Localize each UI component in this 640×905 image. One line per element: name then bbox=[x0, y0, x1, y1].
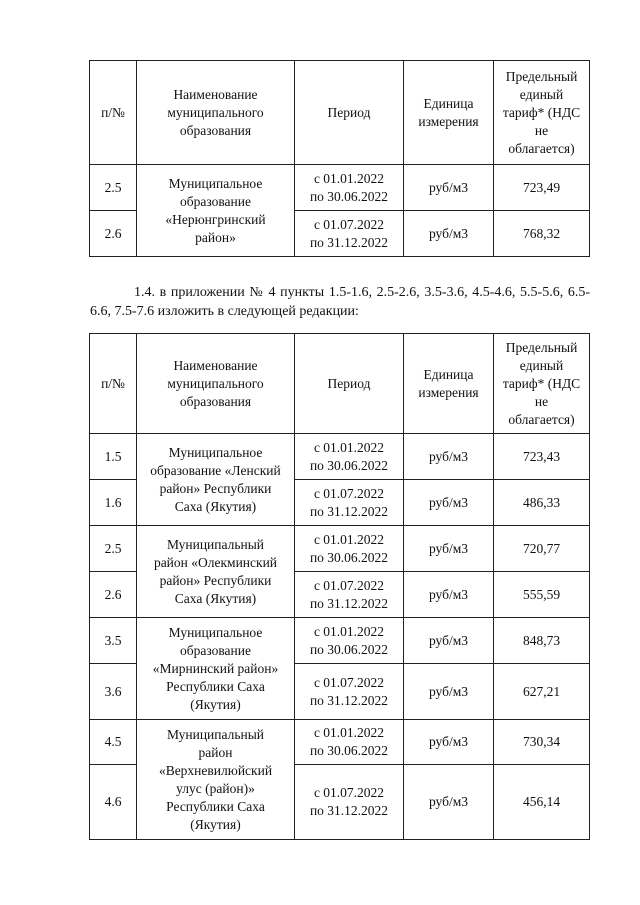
table-row bbox=[90, 720, 590, 765]
municipality-name: Муниципальное образование «Мирнинский район» Республики Саха (Якутия) bbox=[137, 618, 295, 720]
unit-cell: руб/м3 bbox=[404, 434, 494, 480]
row-number: 4.6 bbox=[90, 765, 137, 840]
period-cell: с 01.07.2022 по 31.12.2022 bbox=[295, 765, 404, 840]
header-period: Период bbox=[295, 61, 404, 165]
unit-cell: руб/м3 bbox=[404, 526, 494, 572]
row-number: 1.5 bbox=[90, 434, 137, 480]
municipality-name: Муниципальный район «Верхневилюйский улус (район)» Республики Саха (Якутия) bbox=[137, 720, 295, 840]
tariff-table-1 bbox=[89, 60, 590, 257]
header-number: п/№ bbox=[90, 334, 137, 434]
header-unit: Единица измерения bbox=[404, 61, 494, 165]
municipality-name: Муниципальное образование «Нерюнгринский район» bbox=[137, 165, 295, 257]
municipality-name: Муниципальный район «Олекминский район» Республики Саха (Якутия) bbox=[137, 526, 295, 618]
tariff-value: 486,33 bbox=[494, 480, 590, 526]
table-row bbox=[90, 434, 590, 480]
tariff-value: 723,43 bbox=[494, 434, 590, 480]
period-cell: с 01.01.2022 по 30.06.2022 bbox=[295, 165, 404, 211]
unit-cell: руб/м3 bbox=[404, 765, 494, 840]
period-cell: с 01.07.2022 по 31.12.2022 bbox=[295, 664, 404, 720]
row-number: 2.5 bbox=[90, 165, 137, 211]
period-cell: с 01.01.2022 по 30.06.2022 bbox=[295, 720, 404, 765]
tariff-table-1-body bbox=[90, 61, 590, 257]
table-row bbox=[90, 165, 590, 211]
header-row bbox=[90, 61, 590, 165]
unit-cell: руб/м3 bbox=[404, 165, 494, 211]
tariff-value: 627,21 bbox=[494, 664, 590, 720]
header-number: п/№ bbox=[90, 61, 137, 165]
header-municipality: Наименование муниципального образования bbox=[137, 61, 295, 165]
header-tariff: Предельный единый тариф* (НДС не облагается) bbox=[494, 61, 590, 165]
amendment-paragraph: 1.4. в приложении № 4 пункты 1.5-1.6, 2.5-2.6, 3.5-3.6, 4.5-4.6, 5.5-5.6, 6.5-6.6, 7.5-7.6 изложить в следующей редакции: bbox=[90, 285, 590, 319]
row-number: 2.5 bbox=[90, 526, 137, 572]
header-tariff: Предельный единый тариф* (НДС не облагается) bbox=[494, 334, 590, 434]
table-row bbox=[90, 618, 590, 664]
period-cell: с 01.01.2022 по 30.06.2022 bbox=[295, 434, 404, 480]
header-period: Период bbox=[295, 334, 404, 434]
tariff-value: 555,59 bbox=[494, 572, 590, 618]
unit-cell: руб/м3 bbox=[404, 572, 494, 618]
header-municipality: Наименование муниципального образования bbox=[137, 334, 295, 434]
municipality-name: Муниципальное образование «Ленский район» Республики Саха (Якутия) bbox=[137, 434, 295, 526]
period-cell: с 01.01.2022 по 30.06.2022 bbox=[295, 618, 404, 664]
tariff-value: 456,14 bbox=[494, 765, 590, 840]
unit-cell: руб/м3 bbox=[404, 618, 494, 664]
header-row bbox=[90, 334, 590, 434]
period-cell: с 01.07.2022 по 31.12.2022 bbox=[295, 480, 404, 526]
row-number: 2.6 bbox=[90, 572, 137, 618]
table-row bbox=[90, 526, 590, 572]
tariff-value: 723,49 bbox=[494, 165, 590, 211]
row-number: 3.6 bbox=[90, 664, 137, 720]
row-number: 2.6 bbox=[90, 211, 137, 257]
unit-cell: руб/м3 bbox=[404, 720, 494, 765]
unit-cell: руб/м3 bbox=[404, 664, 494, 720]
period-cell: с 01.07.2022 по 31.12.2022 bbox=[295, 211, 404, 257]
tariff-table-2 bbox=[89, 333, 590, 840]
tariff-table-2-body bbox=[90, 334, 590, 840]
unit-cell: руб/м3 bbox=[404, 211, 494, 257]
tariff-value: 730,34 bbox=[494, 720, 590, 765]
period-cell: с 01.01.2022 по 30.06.2022 bbox=[295, 526, 404, 572]
unit-cell: руб/м3 bbox=[404, 480, 494, 526]
tariff-value: 768,32 bbox=[494, 211, 590, 257]
header-unit: Единица измерения bbox=[404, 334, 494, 434]
row-number: 4.5 bbox=[90, 720, 137, 765]
period-cell: с 01.07.2022 по 31.12.2022 bbox=[295, 572, 404, 618]
row-number: 3.5 bbox=[90, 618, 137, 664]
row-number: 1.6 bbox=[90, 480, 137, 526]
tariff-value: 720,77 bbox=[494, 526, 590, 572]
tariff-value: 848,73 bbox=[494, 618, 590, 664]
